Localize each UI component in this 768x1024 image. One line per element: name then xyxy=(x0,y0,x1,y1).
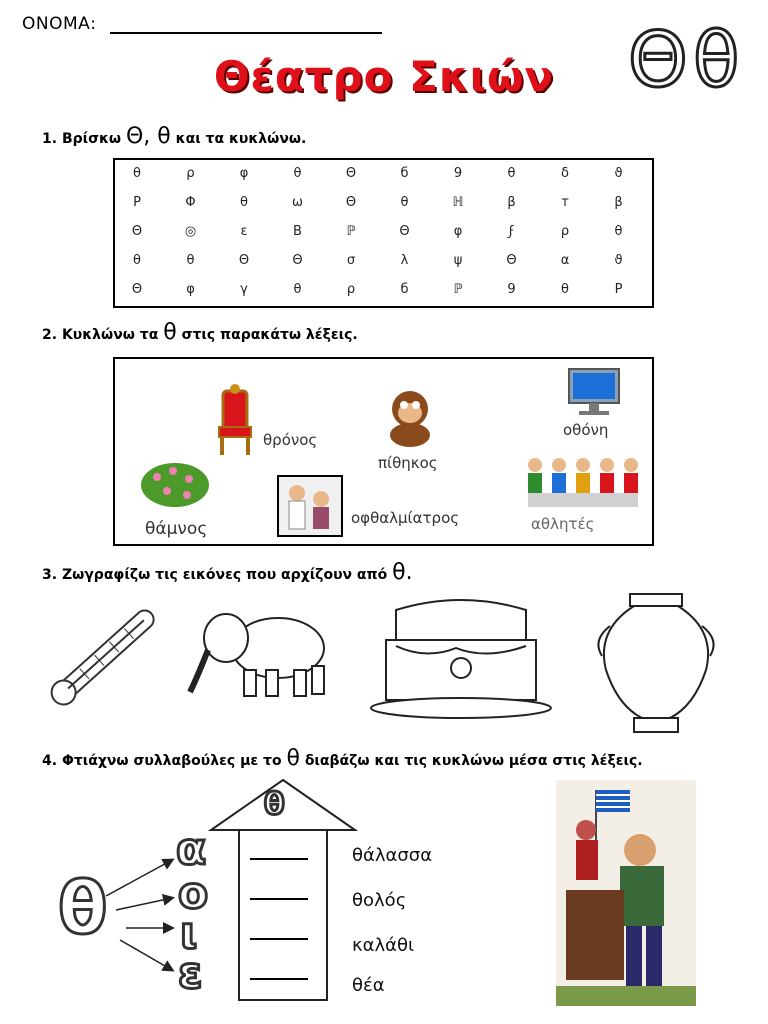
grid-cell[interactable]: ϝ xyxy=(508,224,515,239)
grid-cell[interactable]: ℍ xyxy=(452,195,464,210)
grid-cell[interactable]: θ xyxy=(240,195,248,210)
grid-cell[interactable]: Θ xyxy=(292,253,303,268)
grid-cell[interactable]: ◎ xyxy=(184,224,197,239)
roof-theta: θ xyxy=(264,787,285,822)
grid-cell[interactable]: 9 xyxy=(453,166,463,181)
task1-number: 1. xyxy=(42,131,58,147)
task4-text-before: Φτιάχνω συλλαβούλες με το xyxy=(61,753,282,769)
word-ofthalmiatros: οφθαλμίατρος xyxy=(351,509,460,527)
shadow-puppet-image xyxy=(556,780,696,1006)
task4-instruction xyxy=(42,746,643,771)
arrows xyxy=(100,840,180,980)
grid-cell[interactable]: θ xyxy=(293,282,302,297)
word-tholos: θολός xyxy=(352,890,407,911)
grid-cell[interactable]: φ xyxy=(239,166,249,181)
answer-line-3[interactable] xyxy=(250,938,308,940)
grid-cell[interactable]: σ xyxy=(346,253,356,268)
grid-cell[interactable]: θ xyxy=(293,166,302,181)
task2-letter: θ xyxy=(163,320,177,345)
grid-cell[interactable]: б xyxy=(400,282,409,297)
grid-cell[interactable]: Θ xyxy=(131,224,143,239)
grid-cell[interactable]: ρ xyxy=(346,282,356,297)
source-theta: θ xyxy=(58,866,108,950)
word-othoni: οθόνη xyxy=(563,421,609,439)
athletes-image xyxy=(523,455,643,513)
task1-letters: Θ, θ xyxy=(125,124,171,149)
word-thronos: θρόνος xyxy=(263,431,318,449)
task4-text-after: διαβάζω και τις κυκλώνω μέσα στις λέξεις. xyxy=(304,753,643,769)
words-box xyxy=(113,357,654,546)
task4-number: 4. xyxy=(42,753,58,769)
grid-cell[interactable]: Θ xyxy=(238,253,250,268)
grid-cell[interactable]: т xyxy=(561,195,569,210)
vowel-iota: ι xyxy=(180,908,198,959)
throne-image xyxy=(213,383,257,457)
grid-cell[interactable]: ℙ xyxy=(346,224,356,239)
grid-cell[interactable]: θ xyxy=(614,224,623,239)
answer-line-2[interactable] xyxy=(250,898,308,900)
word-thalassa: θάλασσα xyxy=(352,845,433,866)
grid-cell[interactable]: θ xyxy=(186,253,195,268)
grid-cell[interactable]: θ xyxy=(133,166,141,181)
grid-cell[interactable]: ρ xyxy=(186,166,195,181)
eye-doctor-image xyxy=(277,475,343,537)
task1-text-after: και τα κυκλώνω. xyxy=(175,131,307,147)
grid-cell[interactable]: б xyxy=(400,166,409,181)
vowel-omicron: ο xyxy=(178,868,209,919)
grid-cell[interactable]: P xyxy=(133,195,141,210)
grid-cell[interactable]: φ xyxy=(186,282,195,297)
big-capital-theta: Θ xyxy=(628,15,688,104)
word-thea: θέα xyxy=(352,975,385,996)
grid-cell[interactable]: θ xyxy=(507,166,516,181)
task2-text-after: στις παρακάτω λέξεις. xyxy=(181,327,358,343)
grid-cell[interactable]: λ xyxy=(400,253,409,268)
letter-grid xyxy=(113,158,654,308)
task3-instruction xyxy=(42,560,413,585)
grid-cell[interactable]: θ xyxy=(133,253,141,268)
vase-image xyxy=(592,590,720,738)
grid-cell[interactable]: Θ xyxy=(399,224,410,239)
task2-text-before: Κυκλώνω τα xyxy=(61,327,159,343)
word-kalathi: καλάθι xyxy=(352,935,415,956)
grid-cell[interactable]: 9 xyxy=(507,282,516,297)
task2-number: 2. xyxy=(42,327,58,343)
task3-number: 3. xyxy=(42,567,58,583)
grid-cell[interactable]: β xyxy=(614,195,623,210)
grid-cell[interactable]: ϑ xyxy=(614,253,623,268)
grid-cell[interactable]: β xyxy=(507,195,516,210)
word-thamnos: θάμνος xyxy=(145,519,208,539)
grid-cell[interactable]: ϑ xyxy=(614,166,623,181)
grid-cell[interactable]: Φ xyxy=(185,195,196,210)
monkey-image xyxy=(377,387,443,449)
answer-line-4[interactable] xyxy=(250,978,308,980)
grid-cell[interactable]: B xyxy=(293,224,302,239)
name-label: ΟΝΟΜΑ: xyxy=(22,14,97,34)
task3-letter: θ. xyxy=(392,560,413,585)
grid-cell[interactable]: ℙ xyxy=(453,282,463,297)
treasure-chest-image xyxy=(366,590,556,722)
grid-cell[interactable]: Θ xyxy=(131,282,143,297)
grid-cell[interactable]: δ xyxy=(561,166,569,181)
task4-letter: θ xyxy=(286,746,300,771)
answer-line-1[interactable] xyxy=(250,858,308,860)
grid-cell[interactable]: Θ xyxy=(345,195,357,210)
task1-text-before: Βρίσκω xyxy=(61,131,122,147)
word-athlites: αθλητές xyxy=(531,515,595,533)
grid-cell[interactable]: θ xyxy=(400,195,409,210)
task1-instruction xyxy=(42,124,306,149)
task3-text: Ζωγραφίζω τις εικόνες που αρχίζουν από xyxy=(61,567,388,583)
bush-image xyxy=(139,457,211,509)
grid-cell[interactable]: Θ xyxy=(345,166,357,181)
grid-cell[interactable]: φ xyxy=(453,224,463,239)
name-line xyxy=(110,32,382,34)
grid-cell[interactable]: ρ xyxy=(560,224,570,239)
vowel-epsilon: ε xyxy=(178,948,203,999)
word-pithikos: πίθηκος xyxy=(378,454,438,472)
big-small-theta: θ xyxy=(693,15,740,104)
grid-cell[interactable]: α xyxy=(560,253,570,268)
grid-cell[interactable]: γ xyxy=(240,282,248,297)
grid-cell[interactable]: P xyxy=(614,282,623,297)
vowel-alpha: α xyxy=(176,824,207,875)
elephant-image xyxy=(186,600,338,700)
task2-instruction xyxy=(42,320,358,345)
thermometer-image xyxy=(28,592,178,722)
grid-cell[interactable]: ω xyxy=(292,195,303,210)
grid-cell[interactable]: θ xyxy=(561,282,569,297)
grid-cell[interactable]: ψ xyxy=(453,253,463,268)
grid-cell[interactable]: ε xyxy=(240,224,248,239)
monitor-image xyxy=(567,367,623,419)
grid-cell[interactable]: Θ xyxy=(506,253,517,268)
page-title: Θέατρο Σκιών xyxy=(213,52,555,101)
